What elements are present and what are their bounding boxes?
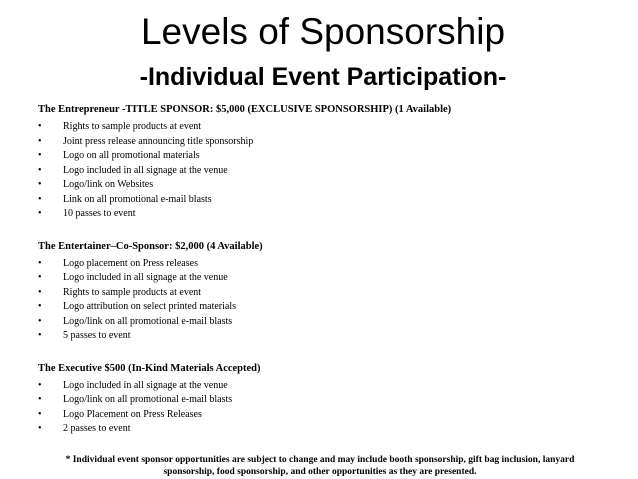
bullet-icon: • [38, 315, 42, 327]
bullet-icon: • [38, 135, 42, 147]
footnote: * Individual event sponsor opportunities are subject to change and may include booth sponsorship, gift bag inclusion, lanyard sponsorship, food sponsorship, and other opportunities as they are presented. [65, 454, 575, 477]
tier-heading: The Executive $500 (In-Kind Materials Accepted) [38, 362, 261, 374]
benefit-item [38, 135, 618, 150]
benefit-text: Logo included in all signage at the venue [63, 379, 228, 391]
benefit-text: Rights to sample products at event [63, 286, 202, 298]
benefit-item [38, 207, 618, 222]
benefit-text: Logo Placement on Press Releases [63, 408, 202, 420]
bullet-icon: • [38, 272, 42, 283]
tier-entrepreneur [38, 102, 618, 222]
benefit-item [38, 286, 618, 301]
benefit-list [38, 120, 618, 222]
benefit-text: Logo/link on all promotional e-mail blasts [63, 394, 233, 405]
benefit-text: Joint press release announcing title sponsorship [63, 135, 254, 147]
bullet-icon: • [38, 150, 42, 161]
benefit-text: Logo/link on all promotional e-mail blasts [63, 315, 233, 327]
benefit-text: 10 passes to event [63, 208, 136, 219]
bullet-icon: • [38, 164, 42, 176]
sponsorship-levels [38, 102, 618, 437]
page-subtitle: -Individual Event Participation- [139, 63, 507, 91]
benefit-text: Link on all promotional e-mail blasts [63, 193, 212, 205]
benefit-text: 5 passes to event [63, 330, 131, 341]
tier-entertainer [38, 239, 618, 344]
bullet-icon: • [38, 394, 42, 405]
benefit-item [38, 422, 618, 437]
benefit-list [38, 257, 618, 344]
benefit-text: Logo on all promotional materials [63, 150, 200, 161]
bullet-icon: • [38, 257, 42, 269]
benefit-text: Logo/link on Websites [63, 179, 154, 190]
bullet-icon: • [38, 301, 42, 312]
benefit-item [38, 257, 618, 272]
bullet-icon: • [38, 179, 42, 190]
benefit-text: Logo attribution on select printed materials [63, 301, 237, 312]
bullet-icon: • [38, 330, 42, 341]
benefit-list [38, 379, 618, 437]
bullet-icon: • [38, 193, 42, 205]
tier-executive [38, 361, 618, 437]
benefit-item [38, 120, 618, 135]
bullet-icon: • [38, 121, 42, 132]
benefit-text: Logo included in all signage at the venue [63, 164, 228, 176]
benefit-item [38, 193, 618, 208]
benefit-text: Rights to sample products at event [63, 121, 202, 132]
benefit-item [38, 271, 618, 286]
tier-heading: The Entrepreneur -TITLE SPONSOR: $5,000 (EXCLUSIVE SPONSORSHIP) (1 Available) [38, 104, 452, 115]
benefit-item [38, 300, 618, 315]
benefit-text: Logo included in all signage at the venue [63, 272, 228, 283]
benefit-item [38, 393, 618, 408]
bullet-icon: • [38, 379, 42, 391]
benefit-item [38, 178, 618, 193]
benefit-item [38, 164, 618, 179]
tier-heading: The Entertainer–Co-Sponsor: $2,000 (4 Available) [38, 240, 263, 252]
bullet-icon: • [38, 286, 42, 298]
bullet-icon: • [38, 423, 42, 434]
benefit-item [38, 315, 618, 330]
bullet-icon: • [38, 208, 42, 219]
benefit-item [38, 379, 618, 394]
benefit-text: 2 passes to event [63, 423, 131, 434]
benefit-item [38, 149, 618, 164]
benefit-item [38, 329, 618, 344]
bullet-icon: • [38, 408, 42, 420]
benefit-text: Logo placement on Press releases [63, 257, 198, 269]
page-title: Levels of Sponsorship [140, 11, 506, 52]
benefit-item [38, 408, 618, 423]
